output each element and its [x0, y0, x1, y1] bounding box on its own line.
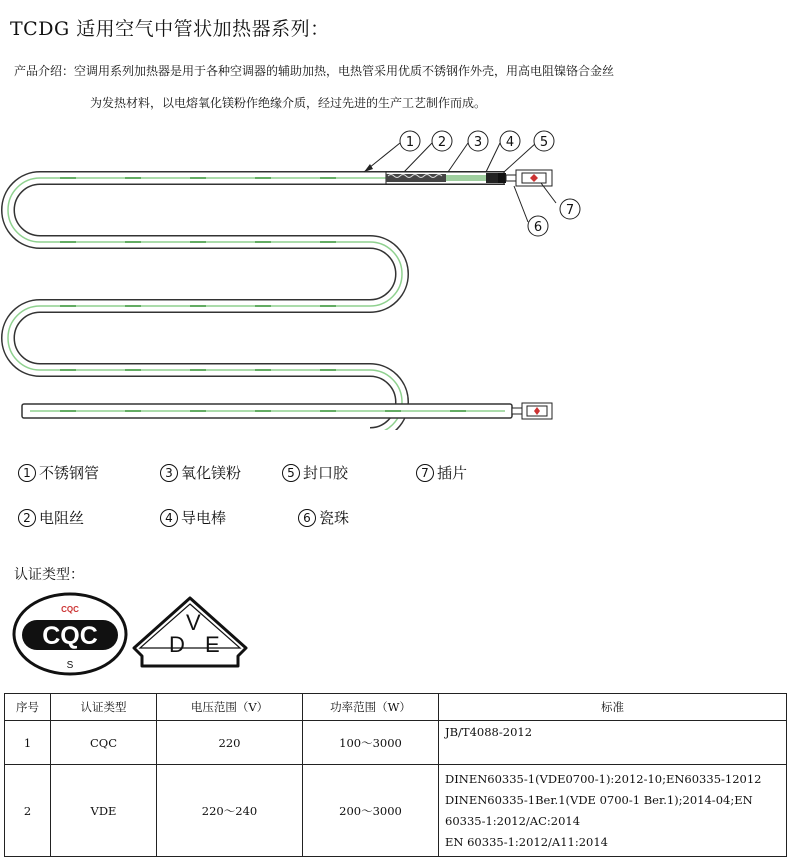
legend-item-1: 1 不锈钢管 [18, 462, 99, 483]
table-header-row [5, 694, 787, 721]
svg-text:V: V [186, 610, 201, 635]
intro-line-1: 产品介绍：空调用系列加热器是用于各种空调器的辅助加热，电热管采用优质不锈钢作外壳，用高电阻镍铬合金丝 [14, 64, 615, 78]
intro-line-2: 为发热材料，以电熔氧化镁粉作绝缘介质，经过先进的生产工艺制作而成。 [90, 96, 487, 110]
legend-item-3: 3 氧化镁粉 [160, 462, 241, 483]
legend-item-2: 2 电阻丝 [18, 507, 84, 528]
legend-item-6: 6 瓷珠 [298, 507, 349, 528]
callout-1: 1 [405, 135, 415, 150]
svg-text:S: S [66, 660, 74, 671]
standards-table [4, 693, 787, 857]
cert-logos [0, 590, 280, 685]
table-row: 1 CQC 220 100～3000 JB/T4088-2012 [5, 721, 787, 765]
vde-logo [134, 598, 246, 666]
callout-7: 7 [565, 203, 575, 218]
legend-item-7: 7 插片 [416, 462, 467, 483]
svg-text:D: D [169, 632, 185, 657]
legend-item-5: 5 封口胶 [282, 462, 348, 483]
header-voltage: 电压范围（V） [157, 694, 303, 721]
svg-text:CQC: CQC [61, 605, 79, 614]
callout-4: 4 [505, 135, 515, 150]
svg-text:E: E [205, 632, 220, 657]
callout-2: 2 [437, 135, 447, 150]
table-row: 2 VDE 220～240 200～3000 DINEN60335-1(VDE0700-1):2012-10;EN60335-12012 DINEN60335-1Ber.1(VDE 0700-1 Ber.1);2014-04;EN 60335-1:2012/AC:2014 EN 60335-1:2012/A11:2014 [5, 765, 787, 857]
header-type: 认证类型 [51, 694, 157, 721]
callout-6: 6 [533, 220, 543, 235]
callout-3: 3 [473, 135, 483, 150]
header-power: 功率范围（W） [303, 694, 439, 721]
page-title: TCDG 适用空气中管状加热器系列： [10, 18, 330, 40]
header-no: 序号 [5, 694, 51, 721]
heater-diagram [0, 120, 790, 430]
legend-item-4: 4 导电棒 [160, 507, 226, 528]
callout-5: 5 [539, 135, 549, 150]
cert-title: 认证类型： [14, 567, 84, 583]
svg-text:CQC: CQC [42, 622, 98, 650]
cqc-logo [14, 594, 126, 674]
header-standard: 标准 [439, 694, 787, 721]
